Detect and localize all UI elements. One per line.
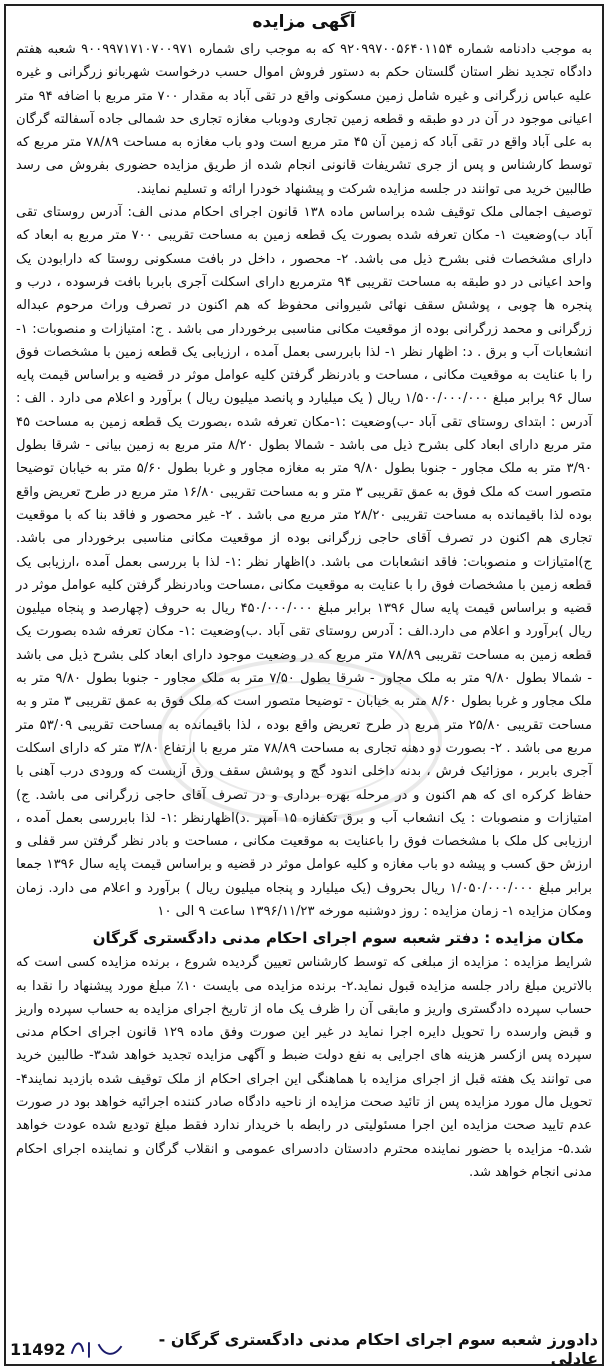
notice-footer <box>10 1330 598 1368</box>
auction-conditions: شرایط مزایده : مزایده از مبلغی که توسط کارشناس تعیین گردیده شروع ، برنده مزایده کسی است که بالاترین مبلغ رادر جلسه مزایده قبول نماید.۲- برنده مزایده می بایست ۱۰٪ مبلغ مورد پیشنهاد را نقدا به حساب سپرده دادگستری واریز و مابقی آن را ظرف یک ماه از تاریخ اجرای مزایده به حساب سپرده واریز و قبض وارسده را تحویل دایره اجرا نماید در غیر این صورت وفق ماده ۱۲۹ قانون اجرای احکام مدنی سپرده پس ازکسر هزینه های اجرایی به نفع دولت ضبط و آگهی مزایده تجدید خواهد شد۳- طالبین خرید می توانند یک هفته قبل از اجرای مزایده با هماهنگی این اجرای احکام از ملک توقیف شده بازدید نمایند۴- تحویل مال مورد مزایده پس از تائید صحت مزایده از ناحیه دادگاه صادر کننده اجرائیه خواهد بود در صورت عدم تایید صحت مزایده این اجرا مسئولیتی در رابطه با خریدار ندارد فقط مبلغ تودیع شده عودت خواهد شد.۵- مزایده با حضور نماینده محترم دادستان دادسرای عمومی و انقلاب گرگان و نماینده اجرای احکام مدنی انجام خواهد شد. <box>16 955 592 1180</box>
notice-number: 11492 <box>10 1339 66 1359</box>
notice-title: آگهی مزایده <box>252 12 356 32</box>
handwritten-signature <box>66 1336 127 1362</box>
officer-signature-text: دادورز شعبه سوم اجرای احکام مدنی دادگستری گرگان - عادلی <box>158 1330 598 1368</box>
auction-place-heading: مکان مزایده : دفتر شعبه سوم اجرای احکام مدنی دادگستری گرگان <box>92 929 584 948</box>
watermark-stamp <box>150 650 450 830</box>
notice-paragraph-intro: به موجب دادنامه شماره ۹۲۰۹۹۷۰۰۵۶۴۰۱۱۵۴ که به موجب رای شماره ۹۰۰۹۹۷۱۷۱۰۷۰۰۹۷۱ شعبه هفتم دادگاه تجدید نظر استان گلستان حکم به دستور فروش اموال حسب درخواست شهربانو زرگرانی و غیره علیه عباس زرگرانی و غیره شامل زمین مسکونی واقع در تقی آباد به مقدار ۷۰۰ متر مربع با اضافه ۹۴ متر اعیانی موجود در آن در دو طبقه و قطعه زمین تجاری ودوباب مغازه تجاری حد شمالی جاده آسفالته گرگان به علی آباد واقع در تقی آباد که زمین آن ۴۵ متر مربع است ودو باب مغازه به مساحت ۷۸/۸۹ متر مربع که توسط کارشناس و پس از جری تشریفات قانونی انجام شده از طریق مزایده حضوری بفروش می رسد طالبین خرید می توانند در جلسه مزایده شرکت و پیشنهاد خودرا ارائه و تسلیم نمایند. <box>16 42 592 197</box>
notice-paragraph-description: توصیف اجمالی ملک توقیف شده براساس ماده ۱۳۸ قانون اجرای احکام مدنی الف: آدرس روستای تقی آباد ب)وضعیت ۱- مکان تعرفه شده بصورت یک قطعه زمین به مساحت تقریبی ۷۰۰ متر مربع به ابعاد که دارای مشخصات فنی بشرح ذیل می باشد. ۲- محصور ، داخل در بافت مسکونی روستا که دارابودن یک واحد اعیانی در دو طبقه به مساحت تقریبی ۹۴ مترمربع دارای اسکلت آجری بابربا بافت فرسوده ، درب و پنجره ها چوبی ، پوشش سقف نهائی شیروانی محفوظ که هم اکنون در تصرف وراث مرحوم عبداله زرگرانی و محمد زرگرانی بوده از موقعیت مکانی مناسبی برخوردار می باشد . ج: امتیازات و منصوبات: ۱- انشعابات آب و برق . د: اظهار نظر ۱- لذا بابررسی بعمل آمده ، ارزیابی یک قطعه زمین با مشخصات فوق را با عنایت به موقعیت مکانی ، مساحت و بادرنظر گرفتن کلیه عوامل موثر در قضیه و براساس قیمت پایه سال ۹۶ برابر مبلغ ۱/۵۰۰/۰۰۰/۰۰۰ ریال ( یک میلیارد و پانصد میلیون ریال ) برآورد و اعلام می دارد . الف : آدرس : ابتدای روستای تقی آباد -ب)وضعیت :۱-مکان تعرفه شده ،بصورت یک قطعه زمین به مساحت ۴۵ متر مربع دارای ابعاد کلی بشرح ذیل می باشد - شمالا بطول ۸/۲۰ متر مربع به زمین بیانی - شرقا بطول ۳/۹۰ متر به ملک مجاور - جنوبا بطول ۹/۸۰ متر به مغازه مجاور و غربا بطول ۵/۶۰ متر به خیابان توضیحا متصور است که ملک فوق به عمق تقریبی ۳ متر و به مساحت تقریبی ۱۶/۸۰ متر مربع در طرح تعریض واقع بوده لذا باقیمانده به مساحت تقریبی ۲۸/۲۰ متر مربع می باشد . ۲- غیر محصور و فاقد بنا که با موقعیت تجاری هم اکنون در تصرف آقای حاجی زرگرانی بوده از موقعیت مکانی مناسبی برخوردار می باشد. ج)امتیازات و منصوبات: فاقد انشعابات می باشد. د)اظهار نظر :۱- لذا با بررسی بعمل آمده ،ارزیابی یک قطعه زمین با مشخصات فوق را با عنایت به موقعیت مکانی ،مساحت وبادرنظر گرفتن کلیه عوامل موثر در قضیه و براساس قیمت پایه سال ۱۳۹۶ برابر مبلغ ۴۵۰/۰۰۰/۰۰۰ ریال به حروف (چهارصد و پنجاه میلیون ریال )برآورد و اعلام می دارد.الف : آدرس روستای تقی آباد .ب)وضعیت :۱- مکان تعرفه شده بصورت یک قطعه زمین به مساحت تقریبی ۷۸/۸۹ متر مربع که در وضعیت موجود دارای ابعاد کلی بشرح ذیل می باشد - شمالا بطول ۹/۸۰ متر به ملک مجاور - شرقا بطول ۷/۵۰ متر به ملک مجاور - جنوبا بطول ۹/۸۰ متر به ملک مجاور و غربا بطول ۸/۶۰ متر به خیابان - توضیحا متصور است که ملک فوق به عمق تقریبی ۳ متر و به مساحت تقریبی ۲۵/۸۰ متر مربع در طرح تعریض واقع بوده ، لذا باقیمانده به مساحت تقریبی ۵۳/۰۹ متر مربع می باشد . ۲- بصورت دو دهنه تجاری به مساحت ۷۸/۸۹ متر مربع با ارتفاع ۳/۸۰ متر که دارای اسکلت آجری بابربر ، موزائیک فرش ، بدنه داخلی اندود گچ و پوشش سقف ورق آزبست که ورودی درب آهنی با حفاظ کرکره ای که هم اکنون و در مرحله بهره برداری و در تصرف آقای حاجی زرگرانی می باشد. ج) امتیازات و منصوبات : یک انشعاب آب و برق تکفازه ۱۵ آمپر .د)اظهارنظر :۱- لذا بابررسی بعمل آمده ، ارزیابی کل ملک با مشخصات فوق را باعنایت به موقعیت مکانی ، مساحت و بادر نظر گرفتن سر قفلی و ارزش حق کسب و پیشه دو باب مغازه و کلیه عوامل موثر در قضیه و براساس قیمت پایه سال ۱۳۹۶ جمعا برابر مبلغ ۱/۰۵۰/۰۰۰/۰۰۰ ریال بحروف (یک میلیارد و پنجاه میلیون ریال ) برآورد و اعلام می دارد. زمان ومکان مزایده ۱- زمان مزایده : روز دوشنبه مورخه ۱۳۹۶/۱۱/۲۳ ساعت ۹ الی ۱۰ <box>16 205 593 919</box>
